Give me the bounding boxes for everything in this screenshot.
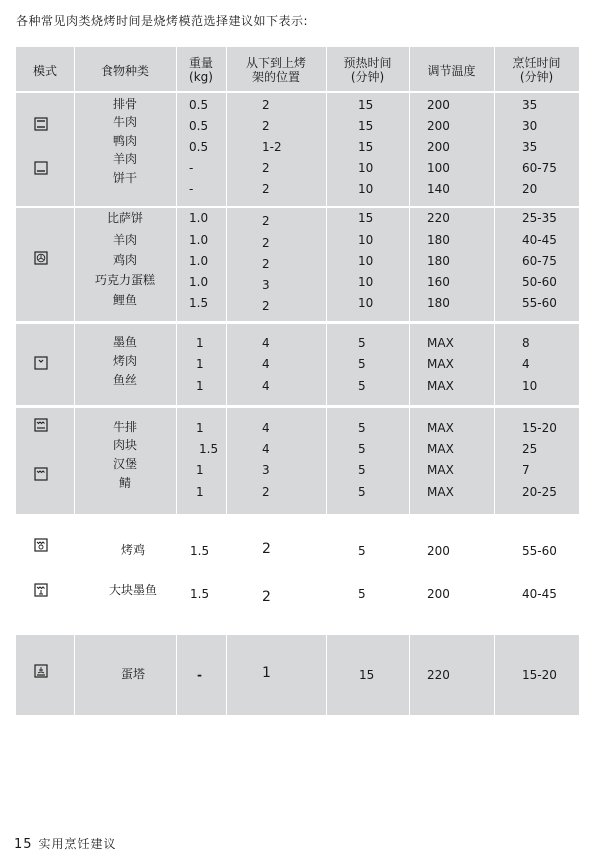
food-name: 鲤鱼 bbox=[112, 293, 137, 307]
temp-value: MAX bbox=[427, 421, 454, 435]
preheat-value: 10 bbox=[358, 275, 374, 289]
rack-value: 1 bbox=[262, 665, 271, 681]
time-value: 55-60 bbox=[522, 296, 557, 310]
rack-value: 2 bbox=[262, 119, 270, 133]
preheat-value: 5 bbox=[358, 463, 366, 477]
preheat-value: 5 bbox=[358, 442, 366, 456]
preheat-value: 10 bbox=[358, 233, 374, 247]
time-value: 40-45 bbox=[522, 233, 557, 247]
header-food: 食物种类 bbox=[100, 64, 149, 78]
preheat-value: 5 bbox=[358, 421, 366, 435]
intro-text: 各种常见肉类烧烤时间是烧烤模范选择建议如下表示: bbox=[16, 14, 309, 28]
rack-value: 2 bbox=[262, 236, 270, 250]
food-name: 大块墨鱼 bbox=[108, 583, 157, 597]
preheat-value: 10 bbox=[358, 161, 374, 175]
time-value: 30 bbox=[522, 119, 538, 133]
weight-value: 1 bbox=[196, 336, 204, 350]
preheat-value: 5 bbox=[358, 587, 366, 601]
grill-icon bbox=[34, 467, 48, 481]
preheat-value: 5 bbox=[358, 357, 366, 371]
temp-value: 140 bbox=[427, 182, 450, 196]
weight-value: 1.0 bbox=[189, 275, 209, 289]
food-name: 鸡肉 bbox=[112, 253, 137, 267]
preheat-value: 10 bbox=[358, 182, 374, 196]
header-rack-line2: 架的位置 bbox=[251, 70, 300, 84]
header-temp: 调节温度 bbox=[427, 64, 476, 78]
time-value: 15-20 bbox=[522, 421, 557, 435]
top-bottom-heat-icon bbox=[34, 117, 48, 131]
weight-value: 1 bbox=[196, 357, 204, 371]
food-name: 牛排 bbox=[112, 420, 137, 434]
weight-value: 0.5 bbox=[189, 119, 209, 133]
temp-value: 200 bbox=[427, 544, 450, 558]
weight-value: 1.0 bbox=[189, 254, 209, 268]
preheat-value: 5 bbox=[358, 485, 366, 499]
weight-value: 1.5 bbox=[190, 544, 210, 558]
rack-value: 4 bbox=[262, 336, 270, 350]
rack-value: 4 bbox=[262, 421, 270, 435]
food-name: 肉块 bbox=[112, 438, 137, 452]
weight-value: 1 bbox=[196, 421, 204, 435]
header-preheat: 预热时间 bbox=[343, 56, 392, 70]
fan-icon bbox=[34, 251, 48, 265]
time-value: 40-45 bbox=[522, 587, 557, 601]
rack-value: 2 bbox=[262, 589, 271, 605]
rack-value: 2 bbox=[262, 214, 270, 228]
rack-value: 3 bbox=[262, 463, 270, 477]
header-cook-time: 烹饪时间 bbox=[512, 56, 561, 70]
header-cook-time-unit: (分钟) bbox=[519, 70, 554, 84]
temp-value: 100 bbox=[427, 161, 450, 175]
time-value: 35 bbox=[522, 140, 538, 154]
temp-value: 180 bbox=[427, 254, 450, 268]
weight-value: 1 bbox=[196, 463, 204, 477]
time-value: 10 bbox=[522, 379, 538, 393]
rotisserie-icon bbox=[34, 583, 48, 597]
time-value: 60-75 bbox=[522, 161, 557, 175]
rack-value: 1-2 bbox=[262, 140, 282, 154]
weight-value: 0.5 bbox=[189, 98, 209, 112]
time-value: 15-20 bbox=[522, 668, 557, 682]
temp-value: MAX bbox=[427, 357, 454, 371]
temp-value: 220 bbox=[427, 211, 450, 225]
temp-value: 160 bbox=[427, 275, 450, 289]
preheat-value: 15 bbox=[358, 98, 374, 112]
preheat-value: 15 bbox=[358, 140, 374, 154]
rack-value: 4 bbox=[262, 357, 270, 371]
full-grill-icon bbox=[34, 418, 48, 432]
rack-value: 3 bbox=[262, 278, 270, 292]
header-preheat-unit: (分钟) bbox=[350, 70, 385, 84]
rack-value: 2 bbox=[262, 485, 270, 499]
temp-value: MAX bbox=[427, 485, 454, 499]
food-name: 鸭肉 bbox=[112, 134, 137, 148]
weight-value: 1 bbox=[196, 485, 204, 499]
temp-value: 180 bbox=[427, 233, 450, 247]
weight-value: - bbox=[189, 161, 194, 175]
bottom-heat-icon bbox=[34, 161, 48, 175]
time-value: 20-25 bbox=[522, 485, 557, 499]
rack-value: 2 bbox=[262, 161, 270, 175]
food-name: 鱼丝 bbox=[112, 373, 137, 387]
temp-value: MAX bbox=[427, 336, 454, 350]
food-name: 比萨饼 bbox=[106, 211, 143, 225]
temp-value: 180 bbox=[427, 296, 450, 310]
rack-value: 2 bbox=[262, 98, 270, 112]
rack-value: 2 bbox=[262, 257, 270, 271]
inner-grill-icon bbox=[34, 356, 48, 370]
rack-value: 2 bbox=[262, 182, 270, 196]
time-value: 4 bbox=[522, 357, 530, 371]
weight-value: 1.0 bbox=[189, 211, 209, 225]
temp-value: MAX bbox=[427, 379, 454, 393]
food-name: 巧克力蛋糕 bbox=[94, 273, 155, 287]
preheat-value: 10 bbox=[358, 296, 374, 310]
food-name: 汉堡 bbox=[112, 457, 137, 471]
food-name: 羊肉 bbox=[112, 233, 137, 247]
food-name: 羊肉 bbox=[112, 152, 137, 166]
food-name: 烤肉 bbox=[112, 354, 137, 368]
weight-value: 1.5 bbox=[190, 587, 210, 601]
temp-value: MAX bbox=[427, 442, 454, 456]
time-value: 50-60 bbox=[522, 275, 557, 289]
food-name: 鲭 bbox=[118, 476, 131, 490]
preheat-value: 5 bbox=[358, 379, 366, 393]
food-name: 饼干 bbox=[112, 171, 137, 185]
food-name: 排骨 bbox=[112, 97, 137, 111]
food-name: 蛋塔 bbox=[120, 667, 145, 681]
weight-value: 1.0 bbox=[189, 233, 209, 247]
weight-value: 0.5 bbox=[189, 140, 209, 154]
temp-value: 200 bbox=[427, 587, 450, 601]
time-value: 55-60 bbox=[522, 544, 557, 558]
rack-value: 4 bbox=[262, 442, 270, 456]
page-number: 15 bbox=[14, 837, 33, 852]
temp-value: 220 bbox=[427, 668, 450, 682]
preheat-value: 5 bbox=[358, 544, 366, 558]
time-value: 25 bbox=[522, 442, 538, 456]
food-name: 烤鸡 bbox=[120, 543, 145, 557]
header-weight: 重量 bbox=[188, 56, 213, 70]
cooking-table bbox=[16, 47, 579, 715]
bottom-fan-icon bbox=[34, 664, 48, 678]
header-mode: 模式 bbox=[32, 64, 57, 78]
temp-value: 200 bbox=[427, 140, 450, 154]
temp-value: MAX bbox=[427, 463, 454, 477]
preheat-value: 15 bbox=[358, 211, 374, 225]
time-value: 35 bbox=[522, 98, 538, 112]
grill-fan-icon bbox=[34, 538, 48, 552]
time-value: 7 bbox=[522, 463, 530, 477]
header-rack: 从下到上烤 bbox=[245, 56, 306, 70]
weight-value: 1.5 bbox=[189, 296, 209, 310]
page-footer bbox=[14, 835, 117, 852]
preheat-value: 10 bbox=[358, 254, 374, 268]
weight-value: 1 bbox=[196, 379, 204, 393]
header-weight-unit: (kg) bbox=[189, 70, 213, 84]
section-title: 实用烹饪建议 bbox=[38, 837, 117, 851]
weight-value: - bbox=[197, 668, 202, 682]
weight-value: - bbox=[189, 182, 194, 196]
rack-value: 2 bbox=[262, 541, 271, 557]
temp-value: 200 bbox=[427, 119, 450, 133]
time-value: 25-35 bbox=[522, 211, 557, 225]
time-value: 60-75 bbox=[522, 254, 557, 268]
temp-value: 200 bbox=[427, 98, 450, 112]
time-value: 8 bbox=[522, 336, 530, 350]
preheat-value: 15 bbox=[359, 668, 375, 682]
weight-value: 1.5 bbox=[199, 442, 219, 456]
time-value: 20 bbox=[522, 182, 538, 196]
preheat-value: 15 bbox=[358, 119, 374, 133]
food-name: 牛肉 bbox=[112, 115, 137, 129]
rack-value: 4 bbox=[262, 379, 270, 393]
preheat-value: 5 bbox=[358, 336, 366, 350]
rack-value: 2 bbox=[262, 299, 270, 313]
food-name: 墨鱼 bbox=[112, 335, 137, 349]
